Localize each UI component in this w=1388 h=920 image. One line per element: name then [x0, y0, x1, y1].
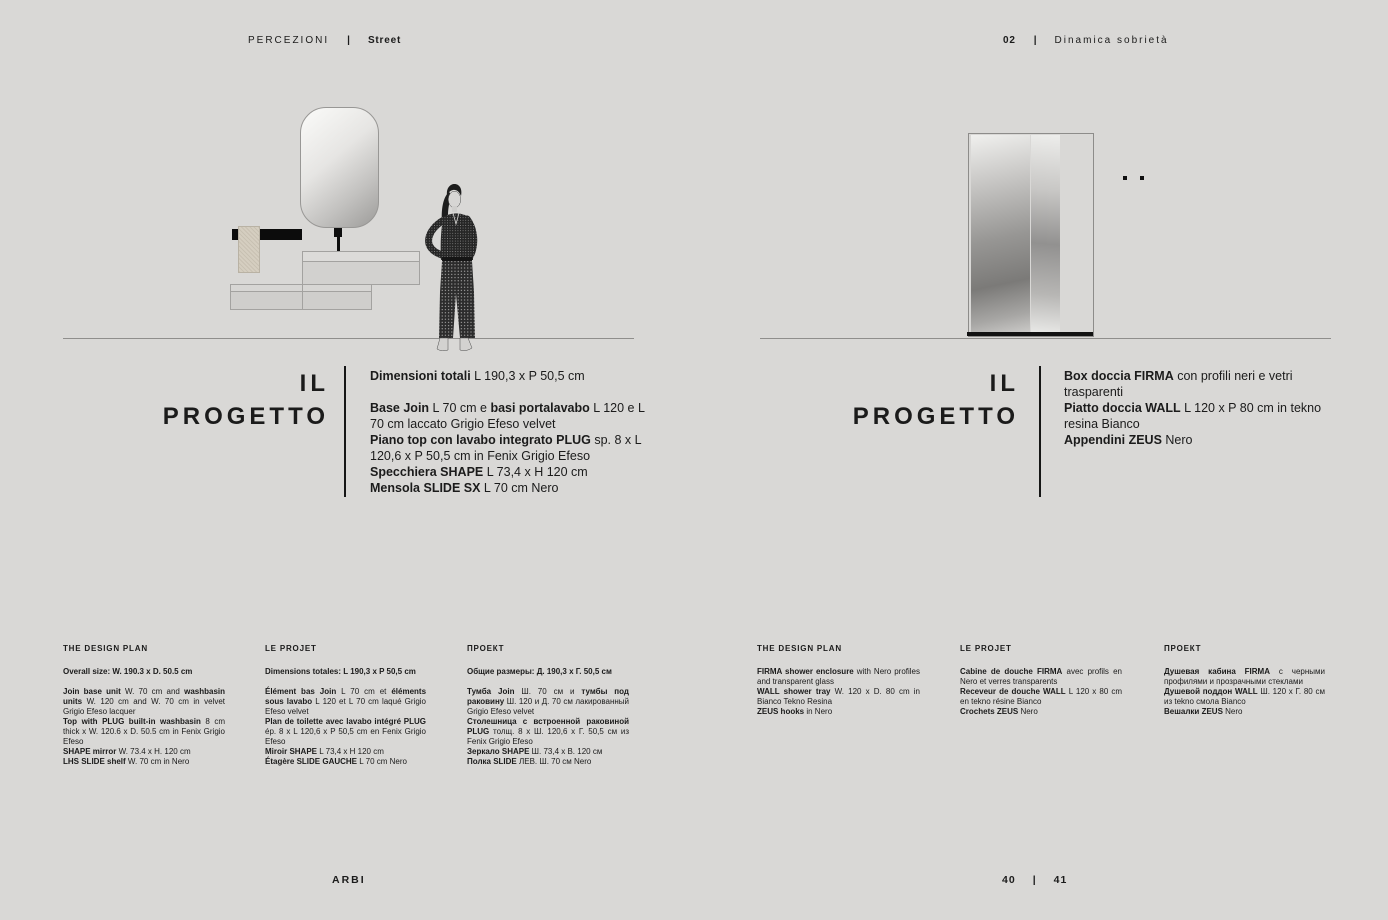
floor-line-left [63, 338, 634, 339]
base-unit-drawer [231, 285, 371, 292]
left-column-russian [467, 644, 629, 767]
base-unit-drawing [230, 284, 372, 310]
text-block: Столешница с встроенной раковиной PLUG толщ. 8 х Ш. 120,6 х Г. 50,5 см из Fenix Grigio Efeso [467, 717, 629, 746]
text-block: Étagère SLIDE GAUCHE L 70 cm Nero [265, 757, 407, 766]
text-block: Crochets ZEUS Nero [960, 707, 1038, 716]
text-block: Dimensions totales: L 190,3 x P 50,5 cm [265, 667, 416, 676]
page-number-separator: | [1032, 874, 1037, 886]
text-block: Вешалки ZEUS Nero [1164, 707, 1243, 716]
header-separator: | [1033, 35, 1037, 46]
column-body [265, 667, 426, 767]
washbasin-unit-drawing [302, 251, 420, 285]
text-block: Miroir SHAPE L 73,4 x H 120 cm [265, 747, 384, 756]
text-block: Join base unit W. 70 cm and washbasin units W. 120 cm and W. 70 cm in velvet Grigio Efeso lacquer [63, 687, 225, 716]
project-title-line2: PROGETTO [162, 403, 329, 430]
text-block: FIRMA shower enclosure with Nero profiles and transparent glass [757, 667, 921, 686]
page-numbers [1002, 874, 1067, 886]
text-block: Зеркало SHAPE Ш. 73,4 х В. 120 см [467, 747, 603, 756]
text-block: WALL shower tray W. 120 x D. 80 cm in Bianco Tekno Resina [757, 687, 920, 706]
left-column-english [63, 644, 225, 767]
column-header: ПРОЕКТ [1164, 644, 1202, 653]
text-block: Plan de toilette avec lavabo intégré PLUG ép. 8 x L 120,6 x P 50,5 cm en Fenix Grigio Efeso [265, 717, 426, 746]
right-column-russian [1164, 644, 1325, 717]
column-header: ПРОЕКТ [467, 644, 505, 653]
text-block: Cabine de douche FIRMA avec profils en Nero et verres transparents [960, 667, 1123, 686]
text-block: Élément bas Join L 70 cm et éléments sous lavabo L 120 et L 70 cm laqué Grigio Efeso velvet [265, 687, 427, 716]
right-column-english [757, 644, 920, 717]
text-block: Общие размеры: Д. 190,3 х Г. 50,5 см [467, 667, 612, 676]
text-block: Top with PLUG built-in washbasin 8 cm thick x W. 120.6 x D. 50.5 cm in Fenix Grigio Efeso [63, 717, 226, 746]
text-block: Specchiera SHAPE L 73,4 x H 120 cm [370, 465, 588, 479]
towel-drawing [238, 226, 260, 273]
column-header: THE DESIGN PLAN [63, 644, 148, 653]
text-block: Piatto doccia WALL L 120 x P 80 cm in tekno resina Bianco [1064, 401, 1322, 431]
washbasin-top-drawer [303, 252, 419, 262]
text-block: Душевая кабина FIRMA с черными профилями и прозрачными стеклами [1164, 667, 1325, 686]
column-body [960, 667, 1122, 717]
right-page-header [1003, 35, 1169, 46]
text-block: Полка SLIDE ЛЕВ. Ш. 70 см Nero [467, 757, 592, 766]
base-unit-divider [302, 285, 303, 309]
column-body [63, 667, 225, 767]
shape-mirror-drawing [300, 107, 379, 228]
zeus-hook-drawing [1123, 176, 1127, 180]
right-title-divider [1039, 366, 1041, 497]
right-project-specs [1064, 368, 1344, 448]
text-block: LHS SLIDE shelf W. 70 cm in Nero [63, 757, 190, 766]
column-header: LE PROJET [960, 644, 1012, 653]
text-block: Box doccia FIRMA con profili neri e vetri trasparenti [1064, 369, 1293, 399]
page-number-left: 40 [1002, 874, 1016, 886]
text-block: Душевой поддон WALL Ш. 120 х Г. 80 см из tekno смола Bianco [1164, 687, 1325, 706]
text-block: Dimensioni totali L 190,3 x P 50,5 cm [370, 369, 585, 383]
brand-logo: ARBI [332, 874, 366, 886]
text-block: ZEUS hooks in Nero [757, 707, 833, 716]
left-title-divider [344, 366, 346, 497]
text-block: Overall size: W. 190.3 x D. 50.5 cm [63, 667, 193, 676]
text-block: SHAPE mirror W. 73.4 x H. 120 cm [63, 747, 191, 756]
text-block: Appendini ZEUS Nero [1064, 433, 1193, 447]
faucet-stem-drawing [337, 237, 340, 252]
text-block: Receveur de douche WALL L 120 x 80 cm en tekno résine Bianco [960, 687, 1122, 706]
shower-tray-drawing [967, 332, 1093, 336]
floor-line-right [760, 338, 1331, 339]
chapter-title: Dinamica sobrietà [1054, 35, 1169, 46]
project-title-line1: IL [989, 370, 1019, 397]
series-name: Street [367, 35, 402, 46]
column-body [757, 667, 920, 717]
shower-glass-panel-left [971, 135, 1030, 333]
chapter-number: 02 [1003, 35, 1016, 46]
column-header: THE DESIGN PLAN [757, 644, 842, 653]
text-block: Piano top con lavabo integrato PLUG sp. 8 x L 120,6 x P 50,5 cm in Fenix Grigio Efeso [370, 433, 642, 463]
column-body [467, 667, 629, 767]
woman-figure-drawing [415, 180, 495, 365]
text-block: Тумба Join Ш. 70 см и тумбы под раковину Ш. 120 и Д. 70 см лакированный Grigio Efeso velvet [467, 687, 629, 716]
text-block: Base Join L 70 cm e basi portalavabo L 120 e L 70 cm laccato Grigio Efeso velvet [370, 401, 645, 431]
right-project-title [805, 367, 1019, 433]
left-project-specs [370, 368, 646, 496]
left-column-french [265, 644, 426, 767]
column-body [1164, 667, 1325, 717]
page-number-right: 41 [1053, 874, 1068, 886]
project-title-line1: IL [299, 370, 329, 397]
faucet-drawing [334, 228, 342, 237]
left-page-header [248, 35, 401, 46]
text-block: Mensola SLIDE SX L 70 cm Nero [370, 481, 559, 495]
zeus-hook-drawing [1140, 176, 1144, 180]
right-column-french [960, 644, 1122, 717]
left-project-title [115, 367, 329, 433]
column-header: LE PROJET [265, 644, 317, 653]
header-separator: | [347, 35, 350, 46]
collection-name: PERCEZIONI [248, 35, 330, 46]
shower-glass-panel-right [1031, 135, 1060, 333]
project-title-line2: PROGETTO [852, 403, 1019, 430]
